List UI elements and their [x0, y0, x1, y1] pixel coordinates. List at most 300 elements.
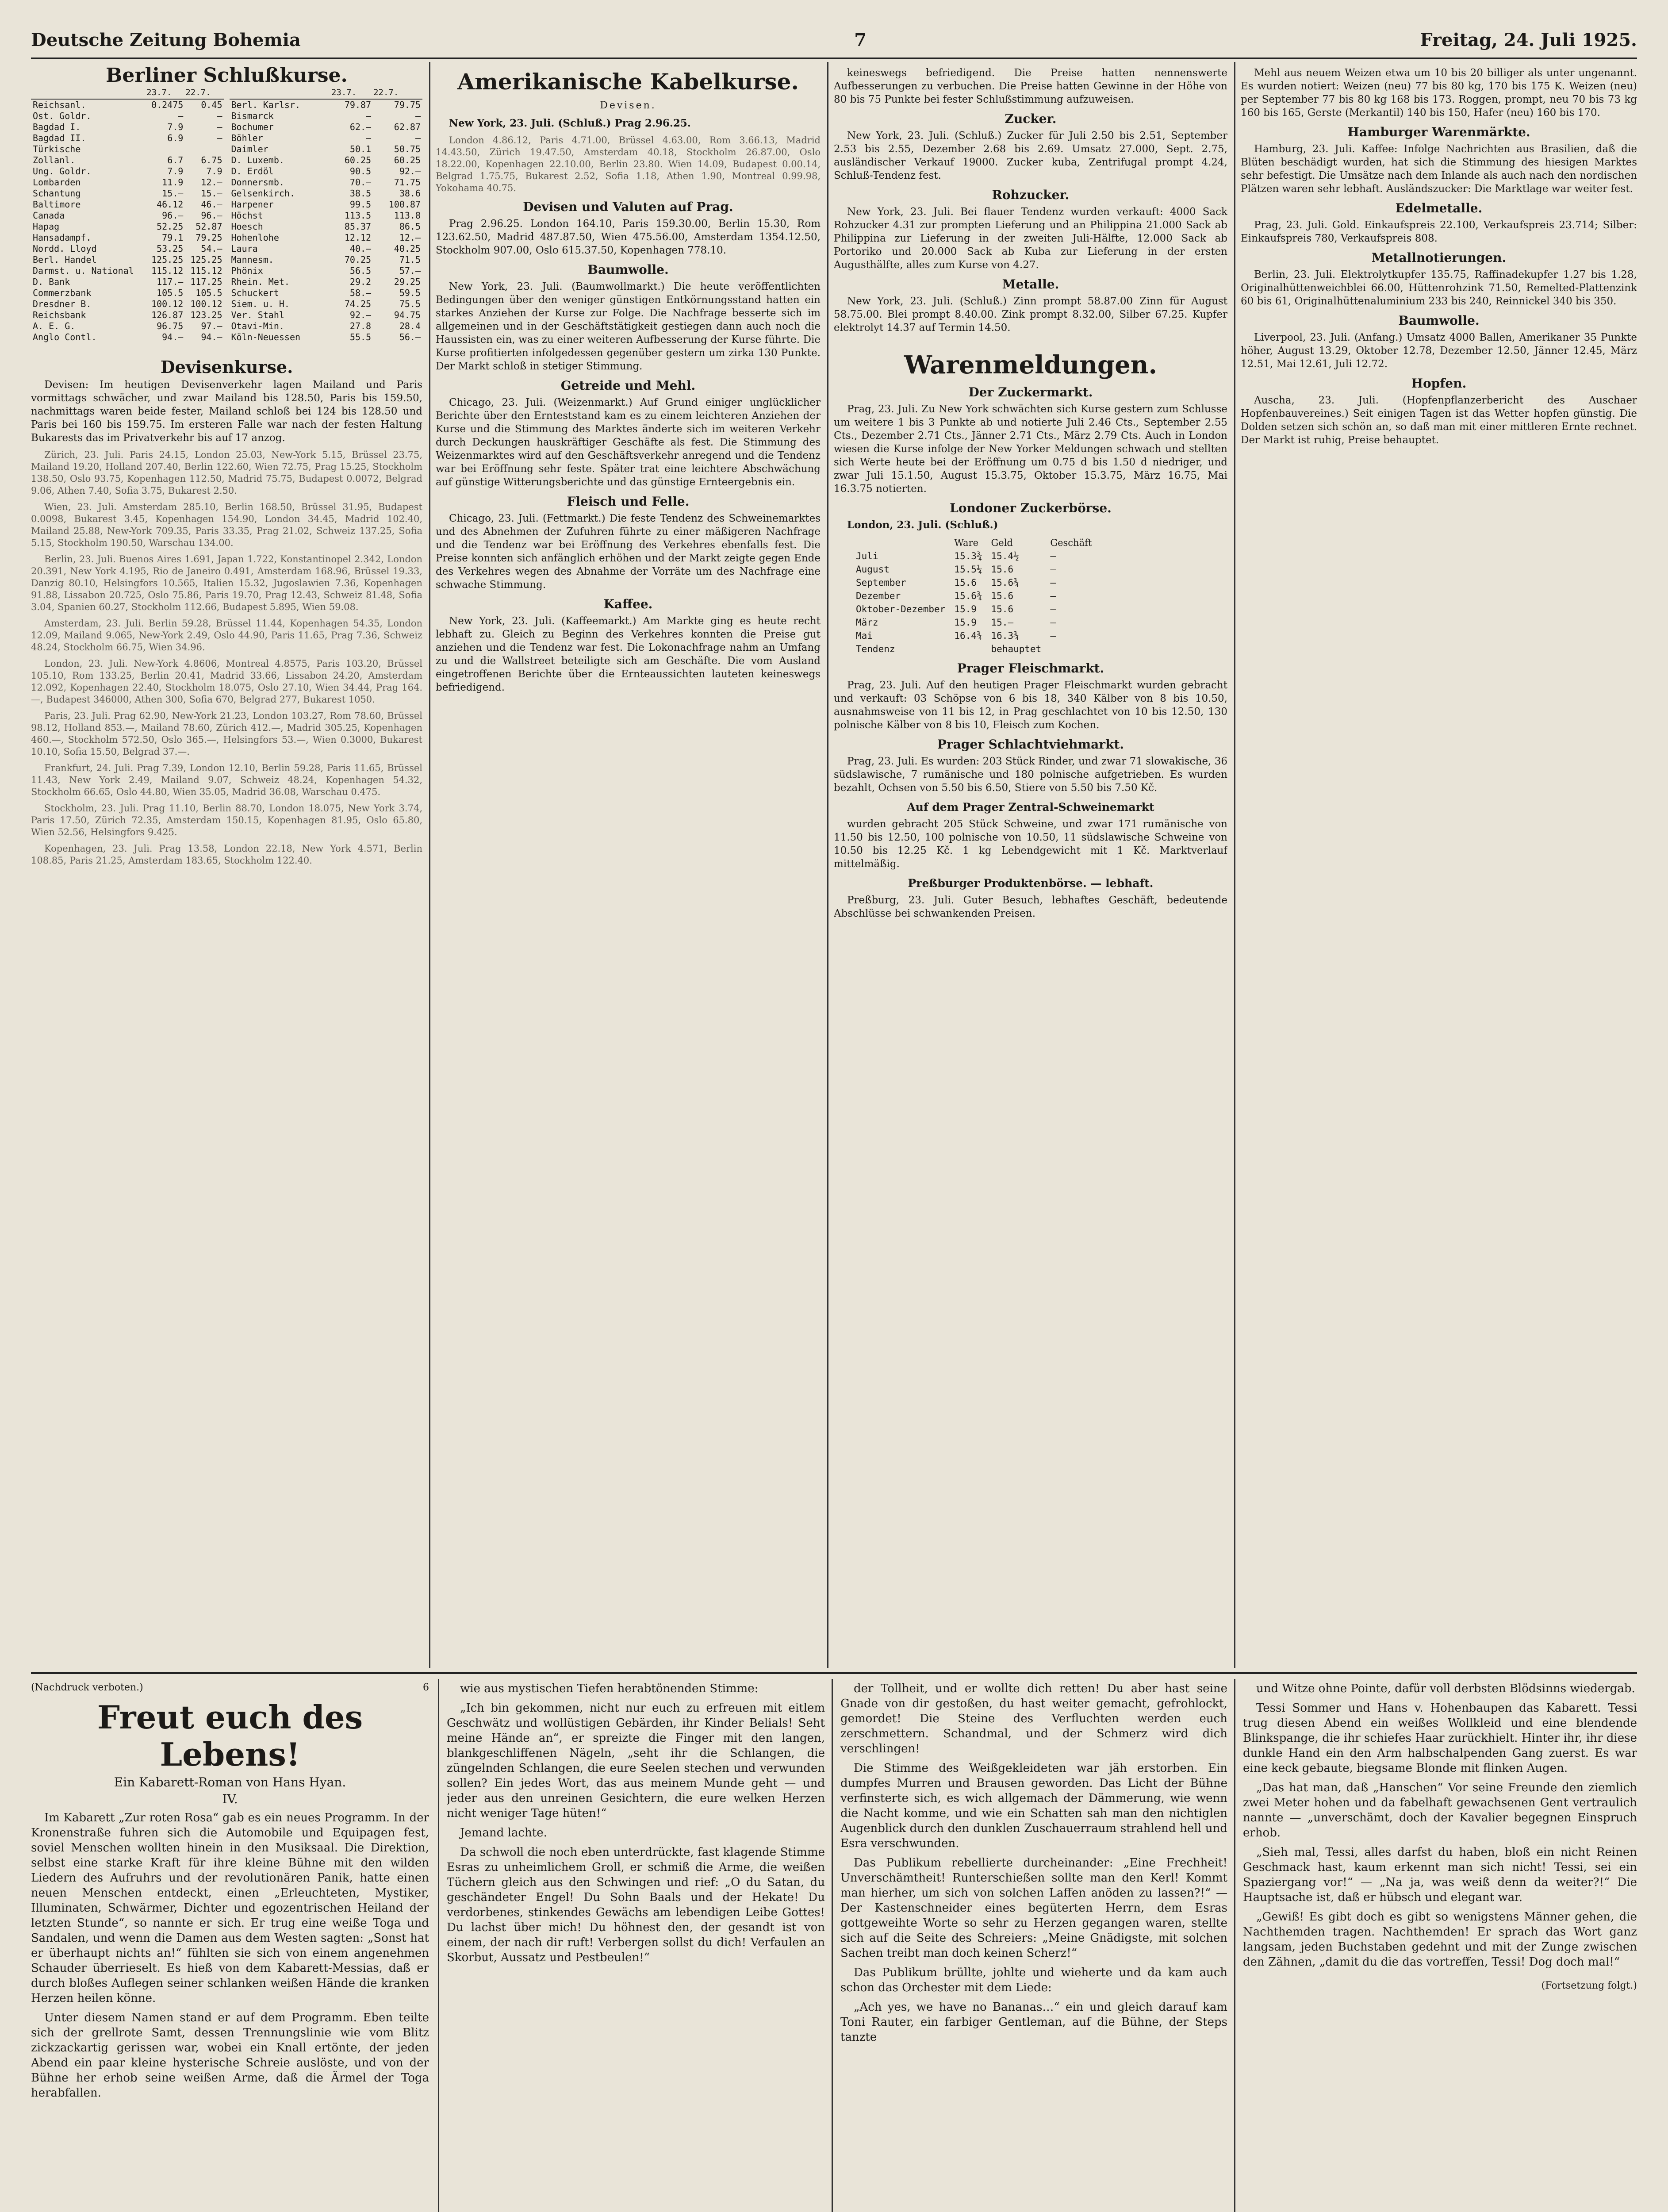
section-title: Getreide und Mehl. [560, 378, 696, 393]
quote-value: 79.87 [344, 100, 372, 110]
quote-row [31, 299, 224, 310]
security-name: Daimler [231, 144, 268, 154]
sugar-col-header [851, 536, 950, 549]
sugar-col-header: Geschäft [1050, 538, 1092, 548]
quote-row [31, 288, 224, 299]
quote-value: 12.— [201, 177, 222, 188]
quote-value: 71.5 [399, 254, 421, 265]
quote-value: 99.5 [349, 199, 372, 210]
sugar-col-header: Ware [954, 538, 979, 548]
quote-row [31, 111, 224, 122]
quote-row [31, 188, 224, 199]
exchange-listings: Zürich, 23. Juli. Paris 24.15, London 25.03, New-York 5.15, Brüssel 23.75, Mailand 19.20, Holland 207.40, Berlin 122.60, Wien 72.75, Prag 15.25, Stockholm 138.50, Oslo 93.75, Kopenhagen 112.50, Madrid 75.75, Budapest 0.0072, Belgrad 9.06, Athen 7.40, Sofia 3.75, Bukarest 2.50. Wien, 23. Juli. Amsterdam 285.10, Berlin 168.50, Brüssel 31.95, Budapest 0.0098, Bukarest 3.45, Kopenhagen 154.90, London 34.45, Madrid 102.40, Mailand 25.88, New-York 709.35, Paris 33.35, Prag 21.02, Schweiz 137.25, Sofia 5.15, Stockholm 190.50, Warschau 134.00. Berlin, 23. Juli. Buenos Aires 1.691, Japan 1.722, Konstantinopel 2.342, London 20.391, New York 4.195, Rio de Janeiro 0.491, Amsterdam 168.96, Brüssel 19.33, Danzig 80.10, Helsingfors 10.565, Italien 15.32, Jugoslawien 7.36, Kopenhagen 91.88, Lissabon 20.725, Oslo 75.86, Paris 19.70, Prag 12.43, Schweiz 81.48, Sofia 3.04, Spanien 60.27, Stockholm 112.66, Budapest 5.895, Wien 59.08. Amsterdam, 23. Juli. Berlin 59.28, Brüssel 11.44, Kopenhagen 54.35, London 12.09, Mailand 9.065, New-York 2.49, Oslo 44.90, Paris 11.65, Prag 7.36, Schweiz 48.24, Stockholm 66.75, Wien 34.96. London, 23. Juli. New-York 4.8606, Montreal 4.8575, Paris 103.20, Brüssel 105.10, Rom 133.25, Berlin 20.41, Madrid 33.66, Lissabon 24.20, Amsterdam 12.092, Kopenhagen 22.40, Stockholm 18.075, Oslo 27.10, Wien 34.44, Prag 164.—, Budapest 346000, Athen 300, Sofia 670, Belgrad 277, Bukarest 1050. Paris, 23. Juli. Prag 62.90, New-York 21.23, London 103.27, Rom 78.60, Brüssel 98.12, Holland 853.—, Mailand 78.60, Zürich 412.—, Madrid 305.25, Kopenhagen 460.—, Stockholm 572.50, Oslo 365.—, Helsingfors 53.—, Wien 0.3000, Bukarest 10.10, Sofia 15.50, Belgrad 37.—. Frankfurt, 24. Juli. Prag 7.39, London 12.10, Berlin 59.28, Paris 11.65, Brüssel 11.43, New York 2.49, Mailand 9.07, Schweiz 48.24, Kopenhagen 54.32, Stockholm 66.65, Oslo 44.80, Wien 35.05, Madrid 36.08, Warschau 0.475. Stockholm, 23. Juli. Prag 11.10, Berlin 88.70, London 18.075, New York 3.74, Paris 17.50, Zürich 72.35, Amsterdam 150.15, Kopenhagen 81.95, Oslo 65.80, Wien 52.56, Helsingfors 9.425. Kopenhagen, 23. Juli. Prag 13.58, London 22.18, New York 4.571, Berlin 108.85, Paris 21.25, Amsterdam 183.65, Stockholm 122.40. [31, 449, 422, 866]
section-title: Baumwolle. [1398, 313, 1480, 328]
meat-text: Prag, 23. Juli. Auf den heutigen Prager Fleischmarkt wurden gebracht und verkauft: 03 Schöpse von 6 bis 18, 340 Kälber von 8 bis 10.50, ausnahmsweise von 11 bis 12, in Prag geschlachtet von 10 bis 12.50, 130 polnische Kälber von 8 bis 10, Fleisch zum Kochen. [834, 680, 1227, 731]
sugar-price: 15.6 [991, 604, 1014, 614]
column-rule [832, 1679, 833, 2212]
section-title: Rohzucker. [992, 188, 1070, 202]
cattle-text: Prag, 23. Juli. Es wurden: 203 Stück Rinder, und zwar 71 slowakische, 36 südslawische, 7 rumänische und 180 polnische aufgetrieben. Es wurden bezahlt, Ochsen von 5.50 bis 6.50, Stiere von 5.50 bis 7.50 Kč. [834, 756, 1227, 794]
quote-value: 60.25 [344, 155, 372, 165]
novel-paragraph: „Sieh mal, Tessi, alles darfst du haben, bloß ein nicht Reinen Geschmack hast, kaum erkennt man sich nicht! Tessi, sei ein Spaziergang vor!“ — „Na ja, was weiß denn da weiter?!“ Die Hauptsache ist, daß er hübsch und elegant war. [1243, 1846, 1637, 1904]
quote-row [31, 199, 224, 210]
security-name: Donnersmb. [231, 177, 284, 188]
column-rule [1234, 1679, 1235, 2212]
sugar-month: März [856, 617, 878, 628]
sugar-month: Tendenz [856, 644, 895, 654]
sugar-month: September [856, 577, 906, 588]
berlin-table-right [230, 87, 423, 343]
sugar-price: 15.6¾ [954, 591, 982, 601]
sugar-month: Oktober-Dezember [856, 604, 946, 614]
security-name: Rhein. Met. [231, 276, 290, 287]
sugar-price: 15.6 [991, 564, 1014, 575]
column-rule [827, 62, 828, 1668]
quote-value: 123.25 [190, 310, 222, 320]
section-text: Berlin, 23. Juli. Elektrolytkupfer 135.75, Raffinadekupfer 1.27 bis 1.28, Originalhüttenweichblei 66.00, Hüttenrohzink 71.50, Remelted-Plattenzink 60 bis 61, Originalhüttenaluminium 233 bis 240, Reinnickel 340 bis 350. [1241, 269, 1637, 307]
zentral-text: wurden gebracht 205 Stück Schweine, und zwar 171 rumänische von 11.50 bis 12.50, 100 polnische von 10.50, 11 südslawische Schweine von 10.50 bis 12.25 Kč. 1 kg Lebendgewicht mit 1 Kč. Marktverlauf mittelmäßig. [834, 818, 1227, 870]
sugar-price: 15.6 [991, 591, 1014, 601]
quote-value: — [415, 111, 421, 121]
security-name: Canada [33, 210, 65, 221]
security-name: D. Erdöl [231, 166, 274, 177]
quote-row [31, 133, 224, 144]
security-name: Reichsbank [33, 310, 86, 320]
sugar-price: 15.— [991, 617, 1014, 628]
sugar-month: Juli [856, 551, 878, 561]
security-name: Böhler [231, 133, 263, 143]
quote-row [230, 243, 423, 254]
quote-value: 56.— [399, 332, 421, 342]
sugar-price: 15.6 [954, 577, 977, 588]
sugar-row [851, 576, 1096, 589]
quote-row [31, 221, 224, 232]
cable-title: Amerikanische Kabelkurse. [457, 69, 799, 95]
quote-value: 56.5 [349, 265, 372, 276]
devisen-title: Devisenkurse. [160, 357, 293, 377]
section-text: Hamburg, 23. Juli. Kaffee: Infolge Nachrichten aus Brasilien, daß die Blüten beschädigt wurden, hat sich die Stimmung des hiesigen Marktes sehr befestigt. Die Umsätze nach dem Inlande als auch nach den nordischen Plätzen waren sehr lebhaft. Ausländszucker: Die Marktlage war weiter fest. [1241, 143, 1637, 195]
quote-value: — [217, 111, 222, 121]
quote-value: 27.8 [349, 321, 372, 331]
sugar-row [851, 549, 1096, 563]
chapter-number: IV. [222, 1792, 238, 1806]
quote-value: 46.12 [157, 199, 184, 210]
security-name: Schantung [33, 188, 81, 199]
quote-row [31, 210, 224, 221]
quote-value: 96.— [162, 210, 184, 221]
quote-row [230, 155, 423, 166]
quote-value: 100.87 [388, 199, 421, 210]
quote-value: 126.87 [151, 310, 184, 320]
quote-value: 96.— [201, 210, 222, 221]
quote-row [230, 276, 423, 288]
quote-value: 97.— [201, 321, 222, 331]
sugar-price: 15.4½ [991, 551, 1019, 561]
security-name: Bagdad I. [33, 122, 81, 132]
security-name: Otavi-Min. [231, 321, 284, 331]
quote-value: 105.5 [196, 288, 222, 298]
col-header: 22.7. [185, 87, 224, 99]
quote-row [230, 232, 423, 243]
sugar-price: — [1050, 577, 1056, 588]
quote-value [146, 144, 185, 155]
security-name: Köln-Neuessen [231, 332, 301, 342]
markets-column-right [1241, 66, 1637, 1668]
section-title: Devisen und Valuten auf Prag. [523, 200, 733, 214]
sugar-title: Der Zuckermarkt. [968, 385, 1093, 399]
novel-paragraph: Das Publikum brüllte, johlte und wieherte und da kam auch schon das Orchester mit dem Liede: [840, 1966, 1227, 1994]
sugar-text: Prag, 23. Juli. Zu New York schwächten sich Kurse gestern zum Schlusse um weitere 1 bis 3 Punkte ab und notierte Juli 2.46 Cts., September 2.55 Cts., Dezember 2.71 Cts., Jänner 2.71 Cts., März 2.79 Cts. Auch in London wiesen die Kurse infolge der New Yorker Meldungen schwach und stellten sich Werte heute bei der Eröffnung um 0.75 d bis 1.50 d niedriger, und zwar Juli 15.1.50, August 15.3.75, Oktober 15.3.75, März 16.75, Mai 16.3.75 notierten. [834, 403, 1227, 495]
security-name: Zollanl. [33, 155, 76, 165]
quote-value: 52.87 [196, 221, 222, 232]
security-name: Ver. Stahl [231, 310, 284, 320]
cable-prelude: London 4.86.12, Paris 4.71.00, Brüssel 4.63.00, Rom 3.66.13, Madrid 14.43.50, Zürich 19.47.50, Amsterdam 40.18, Stockholm 26.87.00, Oslo 18.22.00, Kopenhagen 22.10.00, Berlin 23.80. Wien 14.09, Budapest 0.00.14, Belgrad 1.75.75, Bukarest 2.52, Sofia 1.18, Athen 1.90, Montreal 0.99.98, Yokohama 40.75. [436, 135, 821, 193]
quote-value: 11.9 [162, 177, 184, 188]
quote-row [230, 111, 423, 122]
quote-value: 75.5 [399, 299, 421, 309]
quote-value: 62.— [349, 122, 372, 132]
section-title: Zucker. [1005, 111, 1057, 126]
column-rule [1234, 62, 1235, 1668]
quote-value: 58.— [349, 288, 372, 298]
quote-value: 113.8 [394, 210, 421, 221]
cattle-title: Prager Schlachtviehmarkt. [937, 737, 1124, 752]
quote-value: 90.5 [349, 166, 372, 177]
quote-row [230, 321, 423, 332]
novel-paragraph: der Tollheit, und er wollte dich retten! Du aber hast seine Gnade von dir gestoßen, du hast weiter gemacht, gefrohlockt, gemordet! Die Steine des Verfluchten werden euch zerschmettern. Schandmal, und der Schmerz wird dich verschlingen! [840, 1682, 1227, 1755]
quote-row [31, 166, 224, 177]
quote-row [230, 310, 423, 321]
quote-value: — [217, 122, 222, 132]
berlin-column [31, 66, 422, 1668]
quote-value: 79.75 [394, 100, 421, 110]
quote-value: 94.75 [394, 310, 421, 320]
security-name: Berl. Karlsr. [231, 100, 301, 110]
quote-value: — [366, 111, 372, 121]
quote-value: 7.9 [167, 166, 184, 177]
section-text: New York, 23. Juli. (Kaffeemarkt.) Am Markte ging es heute recht lebhaft zu. Gleich zu Beginn des Verkehres konnten die Preise gut anziehen und die Tendenz war fest. Die Lokonachfrage nahm an Umfang zu und die Wallstreet beteiligte sich am Geschäfte. Die vom Ausland eingetroffenen Berichte über die Ernteaussichten lauteten keineswegs befriedigend. [436, 615, 821, 693]
quote-row [230, 144, 423, 155]
quote-value: — [178, 111, 184, 121]
sugar-row [851, 603, 1096, 616]
quote-value: 7.9 [206, 166, 222, 177]
security-name: Bismarck [231, 111, 274, 121]
quote-value: 12.— [399, 232, 421, 243]
section-text: Liverpool, 23. Juli. (Anfang.) Umsatz 4000 Ballen, Amerikaner 35 Punkte höher, August 13.29, Oktober 12.78, Dezember 12.50, Jänner 12.45, März 12.51, Mai 12.61, Juli 12.72. [1241, 332, 1637, 370]
sugar-price: — [1050, 617, 1056, 628]
quote-row [230, 188, 423, 199]
novel-column-1 [31, 1681, 429, 2212]
quote-row [230, 288, 423, 299]
sugar-price [950, 642, 986, 656]
quote-row [230, 254, 423, 265]
section-text: Chicago, 23. Juli. (Weizenmarkt.) Auf Grund einiger unglücklicher Berichte über den Ernteststand kam es zu einem leichteren Anziehen der Kurse und die Stimmung des Marktes änderte sich im weiteren Verkehr durch Deckungen hauskräftiger Geschäfte als fest. Die Stimmung des Weizenmarktes wird auf den Geschäftsverkehr anregend und die Tendenz war bei Eröffnung sehr feste. Später trat eine leichtere Abschwächung auf günstige Witterungsberichte und das günstige Ernteergebnis ein. [436, 397, 821, 488]
sugar-price: behauptet [991, 644, 1042, 654]
quote-value: 125.25 [190, 254, 222, 265]
quote-value: — [217, 133, 222, 143]
novel-paragraph: und Witze ohne Pointe, dafür voll derbsten Blödsinns wiedergab. [1256, 1682, 1635, 1695]
sugar-price [1046, 642, 1096, 656]
sugar-price: 15.9 [954, 617, 977, 628]
zentral-title: Auf dem Prager Zentral-Schweinemarkt [907, 801, 1154, 814]
sugar-price: — [1050, 630, 1056, 641]
section-title: Baumwolle. [587, 262, 669, 277]
sugar-price: 15.9 [954, 604, 977, 614]
quote-value: 53.25 [157, 243, 184, 254]
london-sugar-line: London, 23. Juli. (Schluß.) [847, 519, 998, 531]
security-name: Darmst. u. National [33, 265, 134, 276]
security-name: Ost. Goldr. [33, 111, 92, 121]
quote-row [230, 221, 423, 232]
quote-value: 38.6 [399, 188, 421, 199]
security-name: Bochumer [231, 122, 274, 132]
quote-value: 70.— [349, 177, 372, 188]
produkten-text: Preßburg, 23. Juli. Guter Besuch, lebhaftes Geschäft, bedeutende Abschlüsse bei schwankenden Preisen. [834, 895, 1227, 919]
security-name: Ung. Goldr. [33, 166, 92, 177]
novel-column-4 [1243, 1681, 1637, 2212]
novel-paragraph: Das Publikum rebellierte durcheinander: „Eine Frechheit! Unverschämtheit! Runterschießen sollte man den Kerl! Kommt man hierher, um sich von solchen Laffen anöden zu lassen?!“ — Der Kastenschneider eines begüterten Herrn, dem Esras gottgeweihte Worte so sehr zu Herzen gegangen waren, stellte sich auf die Seite des Schreiers: „Meine Gnädigste, mit solchen Sachen treibt man doch keinen Scherz!“ [840, 1856, 1227, 1960]
quote-row [31, 276, 224, 288]
quote-row [31, 321, 224, 332]
column-rule [438, 1679, 439, 2212]
novel-paragraph: „Gewiß! Es gibt doch es gibt so wenigstens Männer gehen, die Nachthemden tragen. Nachthemden! Er sprach das Wort ganz langsam, jeden Buchstaben gedehnt und mit der Zunge zwischen den Zähnen, „damit du die das vortreffen, Tessi! Dog doch mal!“ [1243, 1910, 1637, 1969]
section-title: Metalle. [1002, 277, 1059, 292]
quote-row [230, 122, 423, 133]
quote-value: 6.9 [167, 133, 184, 143]
quote-value: — [366, 133, 372, 143]
quote-value: 40.25 [394, 243, 421, 254]
quote-value: — [415, 133, 421, 143]
quote-value: 74.25 [344, 299, 372, 309]
quote-value: 92.— [399, 166, 421, 177]
quote-row [31, 310, 224, 321]
section-text: New York, 23. Juli. (Baumwollmarkt.) Die heute veröffentlichten Bedingungen über den weniger günstigen Entkörnungsstand hatten ein starkes Anziehen der Kurse zur Folge. Die Nachfrage besserte sich im allgemeinen und in der Geschäftstätigkeit gestiegen dann auch noch die Haussisten ein, was zu einer weiteren Aufbesserung der Kurse führte. Die Kurse profitierten infolgedessen gegenüber gestern um zirka 130 Punkte. Der Markt schloß in stetiger Stimmung. [436, 281, 821, 372]
sugar-row [851, 589, 1096, 603]
berlin-table-left [31, 87, 224, 343]
sugar-price: — [1050, 551, 1056, 561]
sugar-col-header: Geld [991, 538, 1013, 548]
quote-value: 54.— [201, 243, 222, 254]
quote-row [230, 99, 423, 111]
london-sugar-table [851, 536, 1096, 656]
novel-subtitle: Ein Kabarett-Roman von Hans Hyan. [114, 1775, 346, 1790]
novel-paragraph: „Ach yes, we have no Bananas…“ ein und gleich darauf kam Toni Rauter, ein farbiger Gentleman, auf die Bühne, der Steps tanzte [840, 2001, 1227, 2044]
quote-value: 46.— [201, 199, 222, 210]
sugar-price: — [1050, 604, 1056, 614]
col-header: 23.7. [331, 87, 373, 99]
quote-row [230, 177, 423, 188]
quote-row [230, 133, 423, 144]
novel-paragraph: Die Stimme des Weißgekleideten war jäh erstorben. Ein dumpfes Murren und Brausen geworden. Das Licht der Bühne verfinsterte sich, es wich allgemach der Dämmerung, wie wenn die Nacht komme, und wie ein Schatten sah man den nichtiglen Augenblick durch den dunklen Zuschauerraum strahlend hell und Esra verschwunden. [840, 1762, 1227, 1850]
london-sugar-title: Londoner Zuckerbörse. [950, 501, 1112, 515]
quote-value: 15.— [201, 188, 222, 199]
security-name: Hoesch [231, 221, 263, 232]
quote-row [31, 265, 224, 276]
section-title: Hopfen. [1411, 376, 1467, 391]
quote-value: 94.— [201, 332, 222, 342]
quote-value: 115.12 [151, 265, 184, 276]
section-title: Kaffee. [603, 597, 653, 611]
section-title: Fleisch und Felle. [567, 494, 690, 509]
quote-value: 117.25 [190, 276, 222, 287]
quote-row [230, 299, 423, 310]
quote-row [31, 243, 224, 254]
quote-value: 55.5 [349, 332, 372, 342]
novel-paragraph: „Das hat man, daß „Hanschen“ Vor seine Freunde den ziemlich zwei Meter hohen und da fabelhaft gewachsenen Gent vertraulich nannte — „unverschämt, doch der Kavalier begegnen Einspruch erhob. [1243, 1781, 1637, 1839]
quote-value: 50.75 [394, 144, 421, 154]
sugar-month: August [856, 564, 890, 575]
novel-paragraph: Tessi Sommer und Hans v. Hohenbaupen das Kabarett. Tessi trug diesen Abend ein weißes Wollkleid und eine blendende Blinkspange, die ihr schiefes Haar zurückhielt. Hinter ihr, ihr diese dunkle Hand ein den Arm halbschalpenden Gang zuerst. Es war eine keck gebaute, biegsame Blonde mit flinken Augen. [1243, 1701, 1637, 1775]
novel-paragraph: Unter diesem Namen stand er auf dem Programm. Eben teilte sich der grellrote Samt, dessen Trennungslinie wie vom Blitz zickzackartig gerissen war, wobei ein Knall ertönte, der jeden Abend ein paar kleine hysterische Schreie auslöste, und von der Bühne her erhob seine weißen Arme, daß die Ärmel der Toga herabfallen. [31, 2011, 429, 2100]
novel-paragraph: „Ich bin gekommen, nicht nur euch zu erfreuen mit eitlem Geschwätz und wollüstigen Gebärden, ihr Kinder Belials! Seht meine Hände an“, er spreizte die Finger mit den langen, blankgeschliffenen Nägeln, „seht ihr die Schlangen, die züngelnden Schlangen, die eure Seelen stechen und verwunden sollen? Ein jedes Wort, das aus meinem Munde geht — und jeder aus den unreinen Gesichtern, die eure welken Herzen nicht weniger Tage hüten!“ [447, 1701, 825, 1820]
quote-value: 86.5 [399, 221, 421, 232]
novel-column-3 [840, 1681, 1227, 2212]
quote-value: 79.25 [196, 232, 222, 243]
section-text: Prag, 23. Juli. Gold. Einkaufspreis 22.100, Verkaufspreis 23.714; Silber: Einkaufspreis 780, Verkaufspreis 808. [1241, 219, 1637, 244]
security-name: Schuckert [231, 288, 279, 298]
sugar-price: 15.5¼ [954, 564, 982, 575]
quote-value: 29.2 [349, 276, 372, 287]
quote-value: 113.5 [344, 210, 372, 221]
security-name: Commerzbank [33, 288, 92, 298]
quote-row [31, 155, 224, 166]
continued-note: (Fortsetzung folgt.) [1541, 1980, 1637, 1991]
security-name: Baltimore [33, 199, 81, 210]
novel-paragraph: Im Kabarett „Zur roten Rosa“ gab es ein neues Programm. In der Kronenstraße fuhren sich die Automobile und Equipagen fest, soviel Menschen wollten hinein in den Musiksaal. Die Direktion, selbst eine starke Kraft für ihre kleine Bühne mit den wilden Liedern des Aufruhrs und der revolutionären Panik, hatte einen neuen Menschen entdeckt, einen „Erleuchteten, Mystiker, Illuminaten, Schwärmer, Dichter und egozentrischen Heiland der letzten Stunde“, so nannte er sich. Er trug eine weiße Toga und Sandalen, und wenn die Damen aus dem Westen sagten: „Sonst hat er überhaupt nichts an!“ fühlten sie sich von einem angenehmen Schauder überrieselt. Es hieß von dem Kabarett-Messias, daß er durch bloßes Auflegen seiner schlanken weißen Hände die kranken Herzen heilen könne. [31, 1811, 429, 2005]
security-name: Hansadampf. [33, 232, 92, 243]
waren-title: Warenmeldungen. [904, 350, 1157, 380]
section-text: Prag 2.96.25. London 164.10, Paris 159.30.00, Berlin 15.30, Rom 123.62.50, Madrid 487.87.50, Wien 475.56.00, Amsterdam 1354.12.50, Stockholm 907.00, Oslo 615.37.50, Kopenhagen 778.10. [436, 218, 821, 256]
page-number: 7 [854, 29, 867, 50]
quote-row [31, 332, 224, 343]
security-name: Hapag [33, 221, 60, 232]
quote-value: 29.25 [394, 276, 421, 287]
security-name: Mannesm. [231, 254, 274, 265]
security-name: D. Bank [33, 276, 70, 287]
sugar-row [851, 616, 1096, 629]
novel-paragraph: Da schwoll die noch eben unterdrückte, fast klagende Stimme Esras zu unheimlichem Groll, er schmiß die Arme, die weißen Tüchern gleich aus den Schwingen und rief: „O du Satan, du geschändeter Engel! Du Sohn Baals und der Hekate! Du verdorbenes, stinkendes Gewächs am lebendigen Leibe Gottes! Du lachst über mich! Du höhnest den, der gesandt ist von einem, der nach dir ruft! Verbergen sollst du dich! Verfaulen an Skorbut, Aussatz und Pestbeulen!“ [447, 1846, 825, 1964]
devisen-text: Devisen: Im heutigen Devisenverkehr lagen Mailand und Paris vormittags schwächer, und zwar Mailand bis 128.50, Paris bis 159.50, nachmittags waren beide fester, Mailand schloß bei 124 bis 128.50 und Paris bei 160 bis 159.75. Im ersteren Falle war nach der festen Haltung Bukarests das im Privatverkehr bis auf 17 anzog. [31, 379, 422, 444]
sugar-row [851, 629, 1096, 642]
cable-line: New York, 23. Juli. (Schluß.) Prag 2.96.25. [449, 117, 691, 129]
security-name: Laura [231, 243, 258, 254]
column-rule [429, 62, 430, 1668]
produkten-title: Preßburger Produktenbörse. — lebhaft. [908, 877, 1154, 890]
section-title: Edelmetalle. [1395, 201, 1483, 215]
security-name: Gelsenkirch. [231, 188, 295, 199]
security-name: Bagdad II. [33, 133, 86, 143]
novel-paragraph: Jemand lachte. [460, 1826, 547, 1839]
commodities-column [834, 66, 1227, 1668]
quote-value: 15.— [162, 188, 184, 199]
installment-number: 6 [423, 1682, 429, 1693]
quote-value: 50.1 [349, 144, 372, 154]
section-divider [31, 1672, 1637, 1674]
quote-value: 92.— [349, 310, 372, 320]
quote-value: 96.75 [157, 321, 184, 331]
quote-value: 100.12 [151, 299, 184, 309]
quote-value: 7.9 [167, 122, 184, 132]
quote-value: 125.25 [151, 254, 184, 265]
quote-value: 100.12 [190, 299, 222, 309]
sugar-price: — [1050, 591, 1056, 601]
quote-value: 71.75 [394, 177, 421, 188]
quote-value: 12.12 [344, 232, 372, 243]
sugar-price: — [1050, 564, 1056, 575]
security-name: A. E. G. [33, 321, 76, 331]
quote-value: 38.5 [349, 188, 372, 199]
sugar-month: Mai [856, 630, 873, 641]
quote-value: 60.25 [394, 155, 421, 165]
section-text: New York, 23. Juli. (Schluß.) Zinn prompt 58.87.00 Zinn für August 58.75.00. Blei prompt 8.40.00. Zink prompt 8.32.00, Silber 67.25. Kupfer elektrolyt 14.37 auf Termin 14.50. [834, 296, 1227, 334]
novel-paragraph: wie aus mystischen Tiefen herabtönenden Stimme: [460, 1682, 759, 1695]
quote-row [230, 199, 423, 210]
quote-value: 59.5 [399, 288, 421, 298]
sugar-price: 15.6¾ [991, 577, 1019, 588]
quote-row [31, 177, 224, 188]
quote-row [230, 166, 423, 177]
section-text: New York, 23. Juli. Bei flauer Tendenz wurden verkauft: 4000 Sack Rohzucker 4.31 zur prompten Lieferung und an Philippina 21.000 Sack ab Philippina zur Lieferung in der zweiten Juli-Hälfte, 12.000 Sack ab Portoriko und 20.000 Sack ab Kuba zur Lieferung in der ersten Augusthälfte, alles zum Kurse von 4.27. [834, 206, 1227, 271]
security-name: Harpener [231, 199, 274, 210]
novel-column-2 [447, 1681, 825, 2212]
quote-value: 94.— [162, 332, 184, 342]
security-name: Dresdner B. [33, 299, 92, 309]
quote-value: 6.7 [167, 155, 184, 165]
quote-value: 85.37 [344, 221, 372, 232]
quote-value: 52.25 [157, 221, 184, 232]
quote-value: 79.1 [162, 232, 184, 243]
security-name: Nordd. Lloyd [33, 243, 97, 254]
cable-column [436, 66, 821, 1668]
quote-value: 62.87 [394, 122, 421, 132]
quote-row [31, 232, 224, 243]
quote-value: 0.2475 [151, 100, 184, 110]
security-name: Lombarden [33, 177, 81, 188]
section-text: Chicago, 23. Juli. (Fettmarkt.) Die feste Tendenz des Schweinemarktes und des Abnehmen der Zufuhren führte zu einer mäßigeren Nachfrage und die Tendenz war bei Eröffnung des Verkehres ebenfalls fest. Die Preise konnten sich anfänglich erhöhen und der Markt zeigte gegen Ende des Verkehres wegen des Abnahme der Vorräte um des Nachfrage eine schwache Stimmung. [436, 513, 821, 591]
sugar-price: 16.4¾ [954, 630, 982, 641]
quote-value: 117.— [157, 276, 184, 287]
security-name: Reichsanl. [33, 100, 86, 110]
col-header: 22.7. [373, 87, 422, 99]
col-header: 23.7. [146, 87, 185, 99]
sugar-price: 16.3¾ [991, 630, 1019, 641]
issue-date: Freitag, 24. Juli 1925. [1420, 29, 1637, 50]
reprint-notice: (Nachdruck verboten.) [31, 1682, 143, 1693]
quote-value: 57.— [399, 265, 421, 276]
berlin-title: Berliner Schlußkurse. [106, 66, 348, 87]
sugar-row [851, 642, 1096, 656]
security-name: Siem. u. H. [231, 299, 290, 309]
quote-row [230, 265, 423, 276]
security-name: Berl. Handel [33, 254, 97, 265]
paper-name: Deutsche Zeitung Bohemia [31, 29, 301, 50]
quote-row [230, 332, 423, 343]
novel-title: Freut euch des Lebens! [97, 1698, 363, 1773]
section-text: Auscha, 23. Juli. (Hopfenpflanzerbericht des Auschaer Hopfenbauvereines.) Seit einigen Tagen ist das Wetter hopfen günstig. Die Dolden setzen sich schön an, so daß man mit einer mittleren Ernte rechnet. Der Markt ist ruhig, Preise behauptet. [1241, 395, 1637, 446]
quote-value: 115.12 [190, 265, 222, 276]
quote-row [31, 144, 224, 155]
quote-value: 0.45 [201, 100, 222, 110]
cable-subtitle: Devisen. [600, 100, 656, 111]
quote-value: 105.5 [157, 288, 184, 298]
newspaper-page [31, 22, 1637, 2212]
security-name: Höchst [231, 210, 263, 221]
masthead [31, 22, 1637, 59]
security-name: D. Luxemb. [231, 155, 284, 165]
sugar-month: Dezember [856, 591, 901, 601]
quote-value: 40.— [349, 243, 372, 254]
quote-row [31, 122, 224, 133]
security-name: Anglo Contl. [33, 332, 97, 342]
